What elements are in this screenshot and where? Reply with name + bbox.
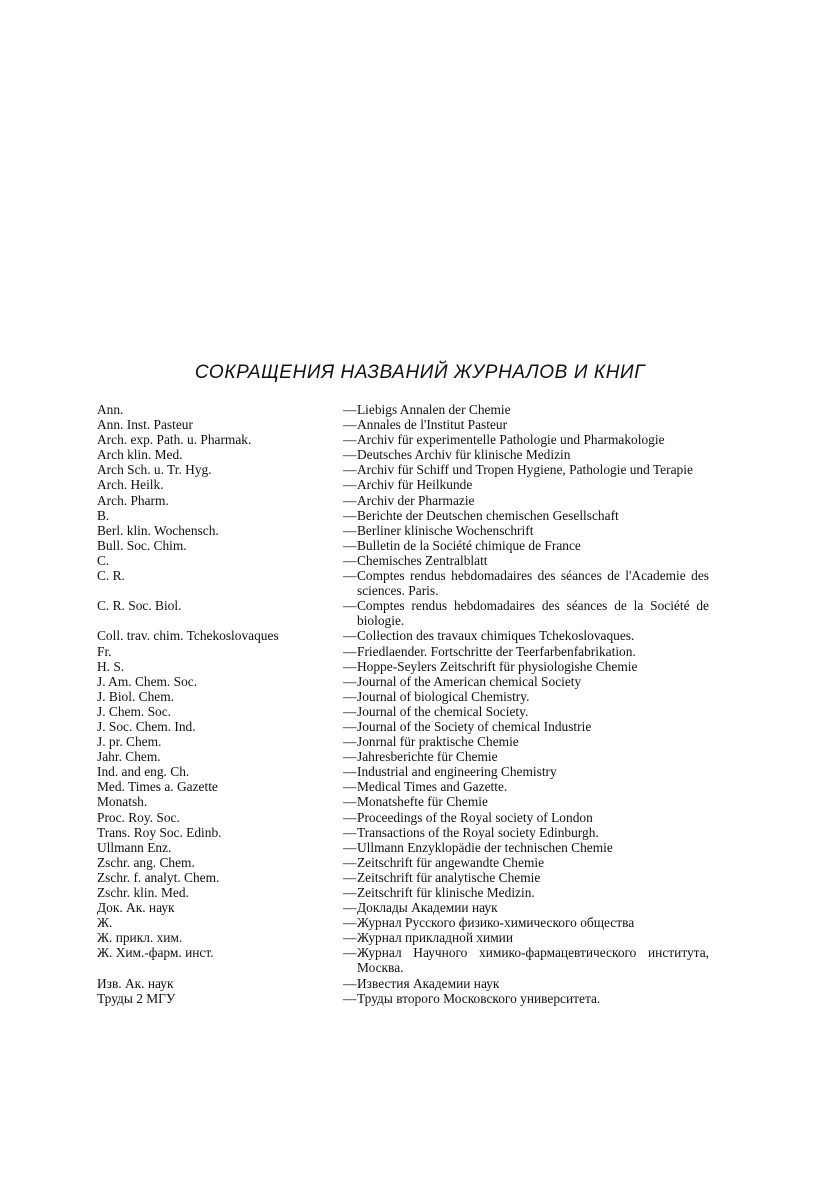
entry-dash: — (343, 734, 357, 750)
abbreviation-entry (97, 734, 709, 749)
full-title: Monatshefte für Chemie (357, 794, 488, 810)
abbreviation: Ж. (97, 915, 113, 931)
abbreviation: Ann. (97, 402, 124, 417)
page-title: СОКРАЩЕНИЯ НАЗВАНИЙ ЖУРНАЛОВ И КНИГ (194, 362, 646, 383)
entry-dash: — (343, 900, 357, 916)
abbreviation: Bull. Soc. Chim. (97, 537, 187, 553)
abbreviation-entry (97, 598, 709, 628)
abbreviation-entry (97, 553, 709, 568)
full-title: Berichte der Deutschen chemischen Gesellschaft (357, 507, 619, 523)
full-title: Archiv der Pharmazie (357, 492, 475, 508)
full-title: Collection des travaux chimiques Tchekoslovaques. (357, 628, 635, 644)
full-title: Zeitschrift für klinische Medizin. (357, 885, 535, 900)
full-title: Zeitschrift für angewandte Chemie (357, 854, 545, 870)
abbreviation: Док. Ак. наук (97, 900, 175, 916)
abbreviation: Arch klin. Med. (97, 447, 183, 463)
entry-dash: — (343, 492, 357, 508)
entry-dash: — (343, 930, 357, 946)
abbreviation: Zschr. f. analyt. Chem. (97, 869, 220, 885)
entry-dash: — (343, 507, 357, 523)
abbreviation: Berl. klin. Wochensch. (97, 522, 219, 538)
entry-dash: — (343, 854, 357, 870)
abbreviation-entry (97, 945, 709, 975)
full-title: Journal of the chemical Society. (357, 703, 529, 719)
abbreviation: Jahr. Chem. (97, 749, 161, 765)
entry-dash: — (343, 552, 357, 568)
abbreviation: Arch. exp. Path. u. Pharmak. (97, 432, 252, 448)
abbreviation-entry (97, 840, 709, 855)
abbreviation-list (97, 402, 709, 1006)
entry-dash: — (343, 598, 357, 614)
abbreviation: Труды 2 МГУ (97, 990, 176, 1006)
abbreviation: J. Soc. Chem. Ind. (97, 718, 196, 734)
entry-dash: — (343, 477, 357, 493)
full-title: Deutsches Archiv für klinische Medizin (357, 447, 571, 463)
abbreviation: Med. Times a. Gazette (97, 779, 218, 795)
full-title: Известия Академии наук (357, 975, 500, 991)
abbreviation: Proc. Roy. Soc. (97, 809, 180, 825)
entry-dash: — (343, 417, 357, 433)
abbreviation-entry (97, 568, 709, 598)
full-title: Archiv für Heilkunde (357, 477, 473, 493)
abbreviation-entry (97, 870, 709, 885)
full-title: Proceedings of the Royal society of London (357, 809, 593, 825)
entry-dash: — (343, 839, 357, 855)
entry-dash: — (343, 869, 357, 885)
abbreviation-entry (97, 477, 709, 492)
abbreviation-entry (97, 779, 709, 794)
abbreviation: B. (97, 507, 110, 523)
abbreviation-entry (97, 794, 709, 809)
abbreviation: J. Am. Chem. Soc. (97, 673, 198, 689)
abbreviation-entry (97, 417, 709, 432)
abbreviation-entry (97, 644, 709, 659)
full-title: Archiv für experimentelle Pathologie und Pharmakologie (357, 432, 665, 448)
abbreviation: C. (97, 552, 110, 568)
full-title: Jonrnal für praktische Chemie (357, 734, 519, 750)
abbreviation: Monatsh. (97, 794, 148, 810)
entry-dash: — (343, 915, 357, 931)
full-title: Zeitschrift für analytische Chemie (357, 869, 541, 885)
full-title: Friedlaender. Fortschritte der Teerfarbenfabrikation. (357, 643, 636, 659)
abbreviation: C. R. Soc. Biol. (97, 598, 182, 614)
entry-dash: — (343, 688, 357, 704)
abbreviation-entry (97, 462, 709, 477)
full-title: Annales de l'Institut Pasteur (357, 417, 508, 433)
abbreviation-entry (97, 764, 709, 779)
abbreviation-entry (97, 493, 709, 508)
abbreviation-entry (97, 885, 709, 900)
abbreviation: J. pr. Chem. (97, 734, 162, 750)
abbreviation-entry (97, 538, 709, 553)
full-title: Hoppe-Seylers Zeitschrift für physiologishe Chemie (357, 658, 638, 674)
entry-dash: — (343, 764, 357, 780)
abbreviation-entry (97, 900, 709, 915)
abbreviation: Arch. Pharm. (97, 492, 169, 508)
full-title: Jahresberichte für Chemie (357, 749, 498, 765)
abbreviation: Zschr. ang. Chem. (97, 854, 195, 870)
abbreviation: Zschr. klin. Med. (97, 885, 189, 900)
abbreviation: Ж. прикл. хим. (97, 930, 183, 946)
entry-dash: — (343, 522, 357, 538)
full-title: Comptes rendus hebdomadaires des séances de l'Academie des sciences. Paris. (357, 568, 709, 599)
full-title: Журнал Русского физико-химического общества (357, 915, 635, 931)
abbreviation: C. R. (97, 568, 125, 584)
abbreviation-entry (97, 447, 709, 462)
entry-dash: — (343, 794, 357, 810)
abbreviation-entry (97, 628, 709, 643)
abbreviation-entry (97, 523, 709, 538)
entry-dash: — (343, 975, 357, 991)
full-title: Berliner klinische Wochenschrift (357, 522, 534, 538)
entry-dash: — (343, 568, 357, 584)
entry-dash: — (343, 643, 357, 659)
full-title: Journal of the Society of chemical Industrie (357, 718, 592, 734)
full-title: Журнал прикладной химии (357, 930, 514, 946)
abbreviation: Trans. Roy Soc. Edinb. (97, 824, 222, 840)
entry-dash: — (343, 537, 357, 553)
abbreviation-entry (97, 704, 709, 719)
entry-dash: — (343, 885, 357, 900)
abbreviation: Ж. Хим.-фарм. инст. (97, 945, 214, 961)
abbreviation: J. Chem. Soc. (97, 703, 172, 719)
abbreviation-entry (97, 825, 709, 840)
abbreviation-entry (97, 749, 709, 764)
full-title: Ullmann Enzyklopädie der technischen Chemie (357, 839, 613, 855)
abbreviation-entry (97, 976, 709, 991)
abbreviation: Ind. and eng. Ch. (97, 764, 190, 780)
entry-dash: — (343, 945, 357, 961)
abbreviation: H. S. (97, 658, 125, 674)
abbreviation-entry (97, 508, 709, 523)
abbreviation-entry (97, 402, 709, 417)
entry-dash: — (343, 628, 357, 644)
abbreviation-entry (97, 810, 709, 825)
abbreviation: Ann. Inst. Pasteur (97, 417, 193, 433)
entry-dash: — (343, 447, 357, 463)
abbreviation: J. Biol. Chem. (97, 688, 175, 704)
entry-dash: — (343, 703, 357, 719)
abbreviation-entry (97, 432, 709, 447)
full-title: Journal of biological Chemistry. (357, 688, 530, 704)
abbreviation-entry (97, 674, 709, 689)
full-title: Journal of the American chemical Society (357, 673, 582, 689)
abbreviation-entry (97, 915, 709, 930)
entry-dash: — (343, 673, 357, 689)
abbreviation-entry (97, 659, 709, 674)
abbreviation: Arch. Heilk. (97, 477, 164, 493)
entry-dash: — (343, 779, 357, 795)
abbreviation-entry (97, 855, 709, 870)
abbreviation-entry (97, 719, 709, 734)
abbreviation: Ullmann Enz. (97, 839, 172, 855)
entry-dash: — (343, 824, 357, 840)
full-title: Журнал Научного химико-фармацевтического института, Москва. (357, 945, 709, 976)
full-title: Industrial and engineering Chemistry (357, 764, 557, 780)
full-title: Доклады Академии наук (357, 900, 498, 916)
abbreviation-entry (97, 689, 709, 704)
full-title: Archiv für Schiff und Tropen Hygiene, Pathologie und Terapie (357, 462, 693, 478)
full-title: Chemisches Zentralblatt (357, 552, 488, 568)
entry-dash: — (343, 462, 357, 478)
entry-dash: — (343, 809, 357, 825)
entry-dash: — (343, 402, 357, 417)
entry-dash: — (343, 658, 357, 674)
abbreviation-entry (97, 930, 709, 945)
entry-dash: — (343, 718, 357, 734)
abbreviation: Coll. trav. chim. Tchekoslovaques (97, 628, 279, 644)
abbreviation-entry (97, 991, 709, 1006)
entry-dash: — (343, 990, 357, 1006)
full-title: Transactions of the Royal society Edinburgh. (357, 824, 599, 840)
abbreviation: Fr. (97, 643, 112, 659)
entry-dash: — (343, 749, 357, 765)
full-title: Medical Times and Gazette. (357, 779, 508, 795)
full-title: Liebigs Annalen der Chemie (357, 402, 511, 417)
entry-dash: — (343, 432, 357, 448)
full-title: Труды второго Московского университета. (357, 990, 601, 1006)
full-title: Bulletin de la Société chimique de France (357, 537, 581, 553)
abbreviation: Изв. Ак. наук (97, 975, 174, 991)
full-title: Comptes rendus hebdomadaires des séances de la Société de biologie. (357, 598, 709, 629)
abbreviation: Arch Sch. u. Tr. Hyg. (97, 462, 212, 478)
